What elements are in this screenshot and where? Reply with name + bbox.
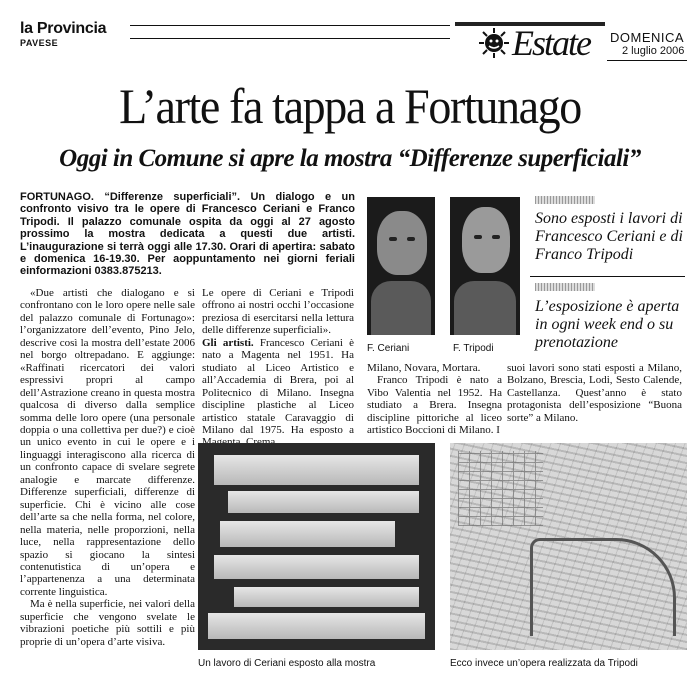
issue-day: DOMENICA xyxy=(610,30,685,45)
issue-date: 2 luglio 2006 xyxy=(622,45,685,57)
artwork-caption: Ecco invece un’opera realizzata da Tripodi xyxy=(450,658,638,669)
masthead-rule xyxy=(130,38,450,39)
paper-edition: PAVESE xyxy=(20,38,59,48)
body-paragraph: Le opere di Ceriani e Tripodi offrono ai nostri occhi l’occasione preziosa di esercitarsi nella lettura delle differenze superficiali». xyxy=(202,287,354,337)
pullquote-rule xyxy=(530,276,685,277)
body-paragraph: suoi lavori sono stati esposti a Milano, Bolzano, Brescia, Lodi, Sesto Calende, Castellanza. Quest’anno è stato protagonista dell’esposizione “Buona sorte” a Milano. xyxy=(507,362,682,424)
paragraph-text: Francesco Ceriani è nato a Magenta nel 1951. Ha studiato al Liceo Artistico e all’Accademia di Brera, poi al Politecnico di Milano. Insegna discipline plastiche al Liceo artistico statale Caravaggio di Milano dal 1975. Ha esposto a xyxy=(202,336,354,436)
body-paragraph: «Due artisti che dialogano e si confrontano con le loro opere nelle sale del palazzo comunale di Fortunago»: l’organizzatore dell’evento, Pino Jelo, descrive così la mostra dell’estate 2006 nel borgo oltrepadano. E aggiunge: «Raffinati ricercatori dei valori espressivi propri al campo dell’Astrazione creano in questa mostra qualcosa di diverso dalla semplice somma delle loro opere (una personale doppia o una collettiva per due?) e cioè un unico evento in cui le opere e i linguaggi interagiscono alla ricerca di un confronto capace di svelare segrete analogie e marcate differenze. Differenze superficiali, differenze di superficie. Chi è vicino alle cose dell’arte sa che nella forma, nel colore, nella materia, nelle proporzioni, nella luce, nella rappresentazione dello spazio si giocano la sintesi contenutistica di un’opera e l’appartenenza a una determinata corrente linguistica. xyxy=(20,287,195,598)
date-rule xyxy=(607,60,687,61)
pullquote: L’esposizione è aperta in ogni week end o su prenotazione xyxy=(535,298,680,351)
headline: L’arte fa tappa a Fortunago xyxy=(119,78,581,134)
body-paragraph: Franco Tripodi è nato a Vibo Valentia nel 1952. Ha studiato a Brera. Insegna discipline pittoriche al liceo artistico Boccioni di Milano. I xyxy=(367,374,502,437)
dateline: FORTUNAGO. xyxy=(20,191,94,203)
portrait-tripodi xyxy=(450,197,520,335)
body-paragraph xyxy=(202,337,354,449)
body-column-3 xyxy=(367,362,502,437)
paragraph-kicker: Gli artisti. xyxy=(202,336,254,349)
body-column-2 xyxy=(202,287,354,449)
body-paragraph: Ma è nella superficie, nei valori della superficie che vengono svelate le vibrazioni poetiche più sottili e più proprie di un’opera d’arte visiva. xyxy=(20,598,195,648)
body-paragraph: Milano, Novara, Mortara. xyxy=(367,362,481,374)
paper-name: la Provincia xyxy=(20,20,107,37)
pullquote-bar xyxy=(535,196,595,204)
portrait-caption: F. Tripodi xyxy=(453,343,494,354)
pullquote-bar xyxy=(535,283,595,291)
body-column-4 xyxy=(507,362,682,424)
pullquote: Sono esposti i lavori di Francesco Ceriani e di Franco Tripodi xyxy=(535,210,683,263)
masthead-rule xyxy=(130,25,450,26)
lead-text: “Differenze superficiali”. Un dialogo e un confronto visivo tra le opere di Francesco Ceriani e Franco Tripodi. Il palazzo comunale ospita da oggi al 27 agosto prossimo la mostra dedicata a questi due artisti. L’inaugurazione si terrà oggi alle 17.30. Orari di apertira: sabato e domenica 16-19.30. Per aoppuntamento nei giorni feriali einformazioni 0383.875213. xyxy=(20,191,355,278)
artwork-caption: Un lavoro di Ceriani esposto alla mostra xyxy=(198,658,376,669)
lead-paragraph xyxy=(20,191,355,278)
subheadline: Oggi in Comune si apre la mostra “Differenze superficiali” xyxy=(59,145,641,172)
section-label: Estate xyxy=(512,23,590,63)
sun-icon xyxy=(478,27,510,59)
artwork-tripodi xyxy=(450,443,687,650)
artwork-ceriani xyxy=(198,443,435,650)
portrait-ceriani xyxy=(367,197,435,335)
body-column-1 xyxy=(20,287,195,648)
portrait-caption: F. Ceriani xyxy=(367,343,410,354)
